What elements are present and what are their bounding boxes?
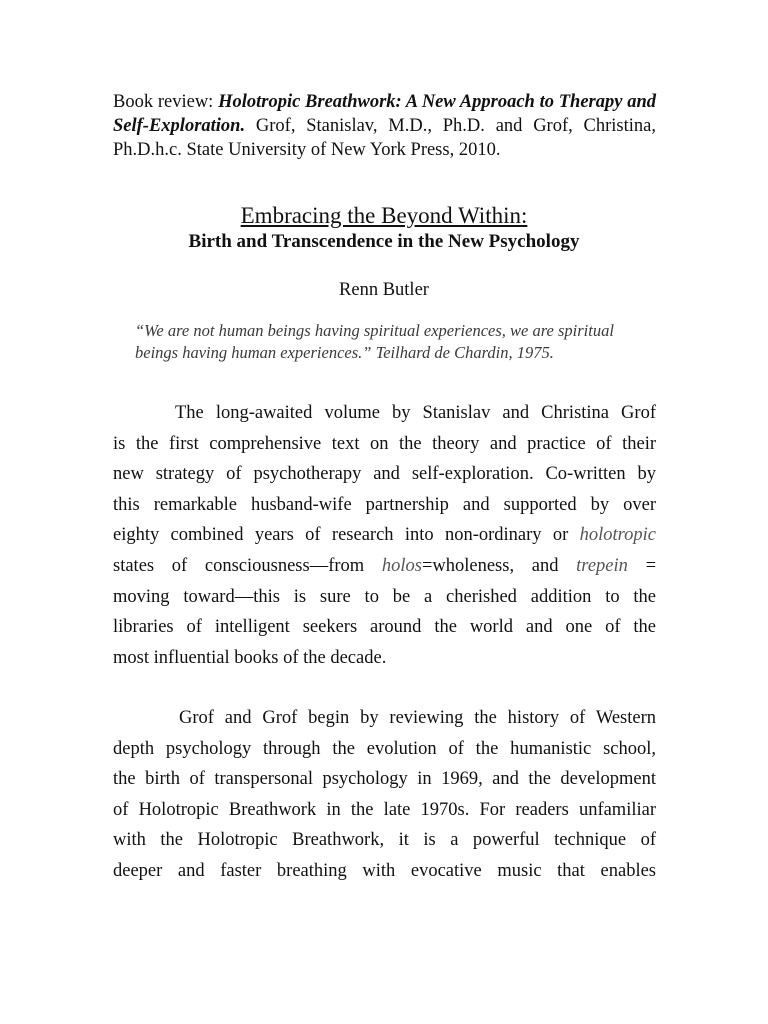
paragraph-line: states of consciousness—from holos=wholeness, and trepein = <box>113 555 657 576</box>
paragraph-line: new strategy of psychotherapy and self-exploration. Co-written by <box>113 464 656 485</box>
paragraph-line: depth psychology through the evolution of the humanistic school, <box>113 738 656 759</box>
paragraph-line: Grof and Grof begin by reviewing the history of Western <box>179 708 656 728</box>
term-holotropic: holotropic <box>579 525 656 546</box>
paragraph-line: eighty combined years of research into non-ordinary or holotropic <box>113 525 656 546</box>
body-paragraph-2 <box>113 703 656 887</box>
paragraph-line: with the Holotropic Breathwork, it is a powerful technique of <box>113 830 656 851</box>
paragraph-line: libraries of intelligent seekers around the world and one of the <box>113 617 656 638</box>
article-subtitle: Birth and Transcendence in the New Psychology <box>188 231 580 252</box>
paragraph-line: this remarkable husband-wife partnership and supported by over <box>113 494 656 515</box>
paragraph-line: most influential books of the decade. <box>113 647 387 668</box>
epigraph-quote <box>135 320 655 364</box>
term-holos: holos <box>381 555 422 576</box>
epigraph-line: “We are not human beings having spiritual experiences, we are spiritual <box>135 321 614 340</box>
epigraph-line: beings having human experiences.” Teilhard de Chardin, 1975. <box>135 343 554 362</box>
review-prefix: Book review: <box>113 92 219 112</box>
paragraph-line: the birth of transpersonal psychology in 1969, and the development <box>113 769 656 790</box>
paragraph-line: deeper and faster breathing with evocative music that enables <box>113 860 656 881</box>
article-title: Embracing the Beyond Within: <box>240 203 528 228</box>
body-paragraph-1 <box>113 398 656 673</box>
paragraph-line: of Holotropic Breathwork in the late 1970s. For readers unfamiliar <box>113 799 656 820</box>
paragraph-line: moving toward—this is sure to be a cherished addition to the <box>113 586 656 607</box>
article-author: Renn Butler <box>339 280 429 300</box>
paragraph-line: is the first comprehensive text on the theory and practice of their <box>113 433 656 454</box>
book-citation: Grof, Stanislav, M.D., Ph.D. and Grof, Christina, Ph.D.h.c. State University of New York Press, 2010. <box>113 116 656 160</box>
book-review-citation <box>113 90 656 162</box>
paragraph-line: The long-awaited volume by Stanislav and Christina Grof <box>175 403 656 423</box>
term-trepein: trepein <box>576 555 628 576</box>
book-title: Holotropic Breathwork: A New Approach to Therapy and Self-Exploration. <box>113 92 656 136</box>
